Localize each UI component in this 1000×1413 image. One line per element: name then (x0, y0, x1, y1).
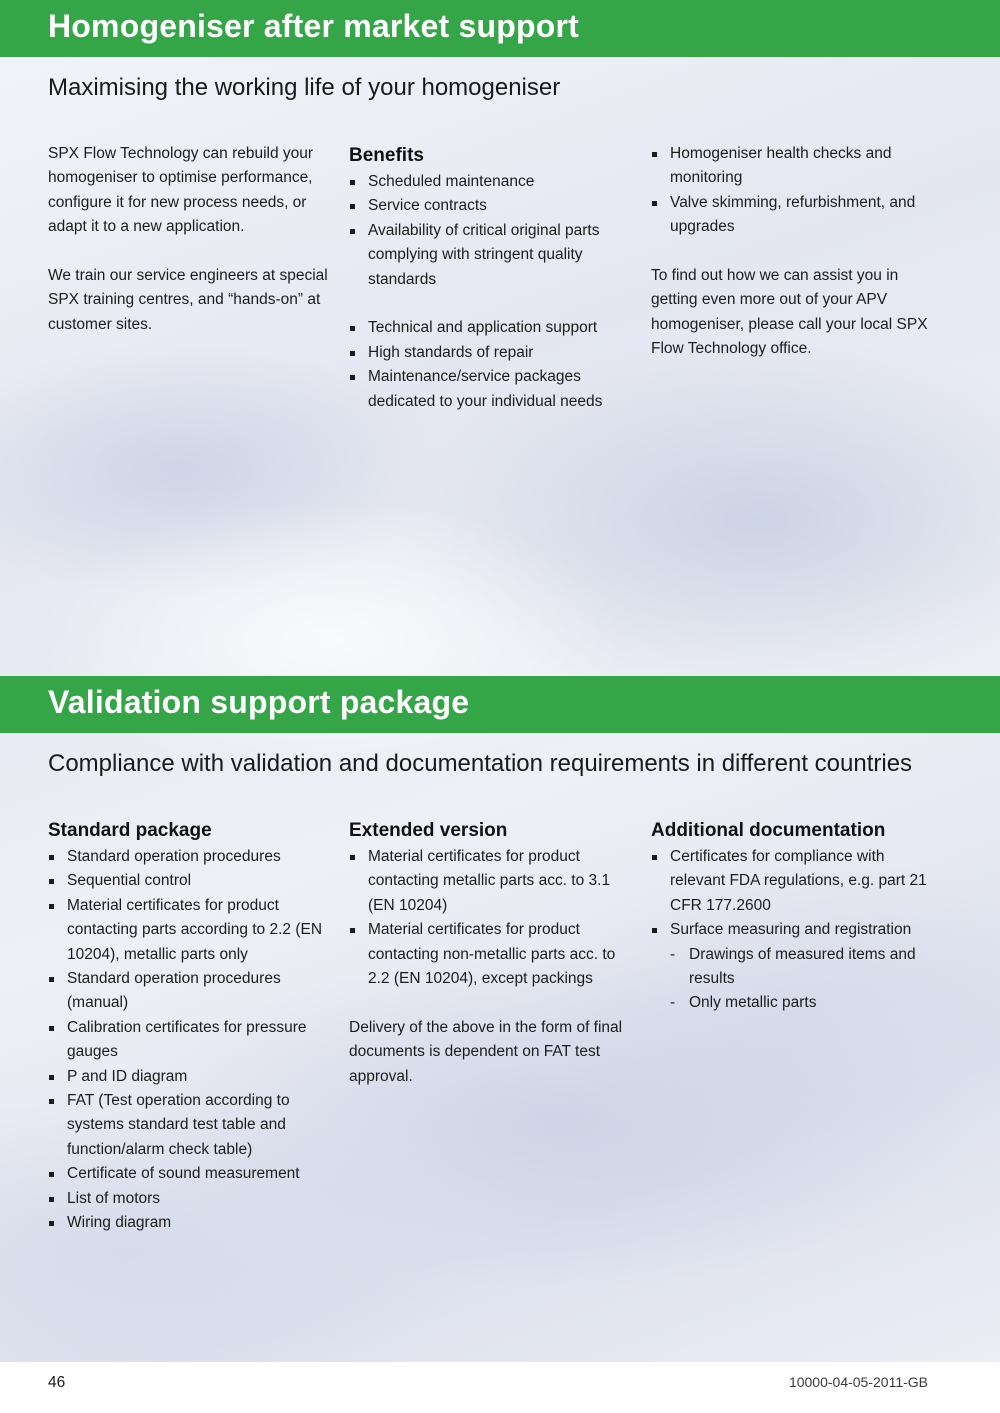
extended-version-column (349, 819, 629, 1089)
benefits-list (349, 170, 629, 292)
contact-paragraph: To find out how we can assist you in getting even more out of your APV homogeniser, please call your local SPX Flow Technology office. (651, 267, 928, 358)
sub-list-item: - Only metallic parts (651, 991, 931, 1015)
standard-package-column (48, 819, 328, 1236)
list-item: High standards of repair (349, 341, 629, 365)
services-list (651, 142, 931, 240)
benefits-list-continued (349, 316, 629, 414)
services-column (651, 142, 931, 362)
list-item: Valve skimming, refurbishment, and upgrades (651, 191, 931, 240)
benefits-heading: Benefits (349, 145, 424, 166)
section-title: Homogeniser after market support (48, 8, 579, 44)
section-subtitle: Compliance with validation and documentation requirements in different countries (48, 750, 913, 777)
list-item: Surface measuring and registration (651, 918, 931, 942)
aftermarket-intro-column (48, 142, 328, 337)
list-item: Service contracts (349, 194, 629, 218)
list-item: Material certificates for product contacting parts according to 2.2 (EN 10204), metallic parts only (48, 894, 328, 967)
list-item: Wiring diagram (48, 1211, 328, 1235)
document-reference: 10000-04-05-2011-GB (788, 1374, 928, 1390)
list-item: FAT (Test operation according to systems standard test table and function/alarm check table) (48, 1089, 328, 1162)
surface-measuring-sublist (651, 943, 931, 1016)
list-item: Availability of critical original parts complying with stringent quality standards (349, 219, 629, 292)
additional-documentation-heading: Additional documentation (651, 820, 886, 841)
section-header-validation (0, 676, 1000, 733)
list-item: Standard operation procedures (manual) (48, 967, 328, 1016)
extended-version-list (349, 845, 629, 991)
list-item: Certificate of sound measurement (48, 1162, 328, 1186)
standard-package-heading: Standard package (48, 820, 212, 841)
list-item: Certificates for compliance with relevant FDA regulations, e.g. part 21 CFR 177.2600 (651, 845, 931, 918)
section-title: Validation support package (48, 684, 470, 720)
list-item: Sequential control (48, 869, 328, 893)
list-item: List of motors (48, 1187, 328, 1211)
list-item: Calibration certificates for pressure gauges (48, 1016, 328, 1065)
training-paragraph: We train our service engineers at special SPX training centres, and “hands-on” at customer sites. (48, 267, 328, 333)
extended-version-heading: Extended version (349, 820, 508, 841)
section-header-aftermarket (0, 0, 1000, 57)
list-item: Technical and application support (349, 316, 629, 340)
list-item: Homogeniser health checks and monitoring (651, 142, 931, 191)
benefits-column (349, 144, 629, 414)
additional-documentation-column (651, 819, 931, 1016)
sub-list-item: - Drawings of measured items and results (651, 943, 931, 992)
list-item: Material certificates for product contacting non-metallic parts acc. to 2.2 (EN 10204), except packings (349, 918, 629, 991)
section-subtitle: Maximising the working life of your homogeniser (48, 74, 561, 101)
page-number: 46 (48, 1374, 66, 1391)
delivery-note: Delivery of the above in the form of final documents is dependent on FAT test approval. (349, 1018, 623, 1085)
list-item: Material certificates for product contacting metallic parts acc. to 3.1 (EN 10204) (349, 845, 629, 918)
page-footer (0, 1362, 1000, 1413)
list-item: P and ID diagram (48, 1065, 328, 1089)
additional-documentation-list (651, 845, 931, 943)
standard-package-list (48, 845, 328, 1236)
list-item: Maintenance/service packages dedicated to your individual needs (349, 365, 629, 414)
list-item: Scheduled maintenance (349, 170, 629, 194)
intro-paragraph: SPX Flow Technology can rebuild your homogeniser to optimise performance, configure it for new process needs, or adapt it to a new application. (48, 145, 314, 236)
list-item: Standard operation procedures (48, 845, 328, 869)
